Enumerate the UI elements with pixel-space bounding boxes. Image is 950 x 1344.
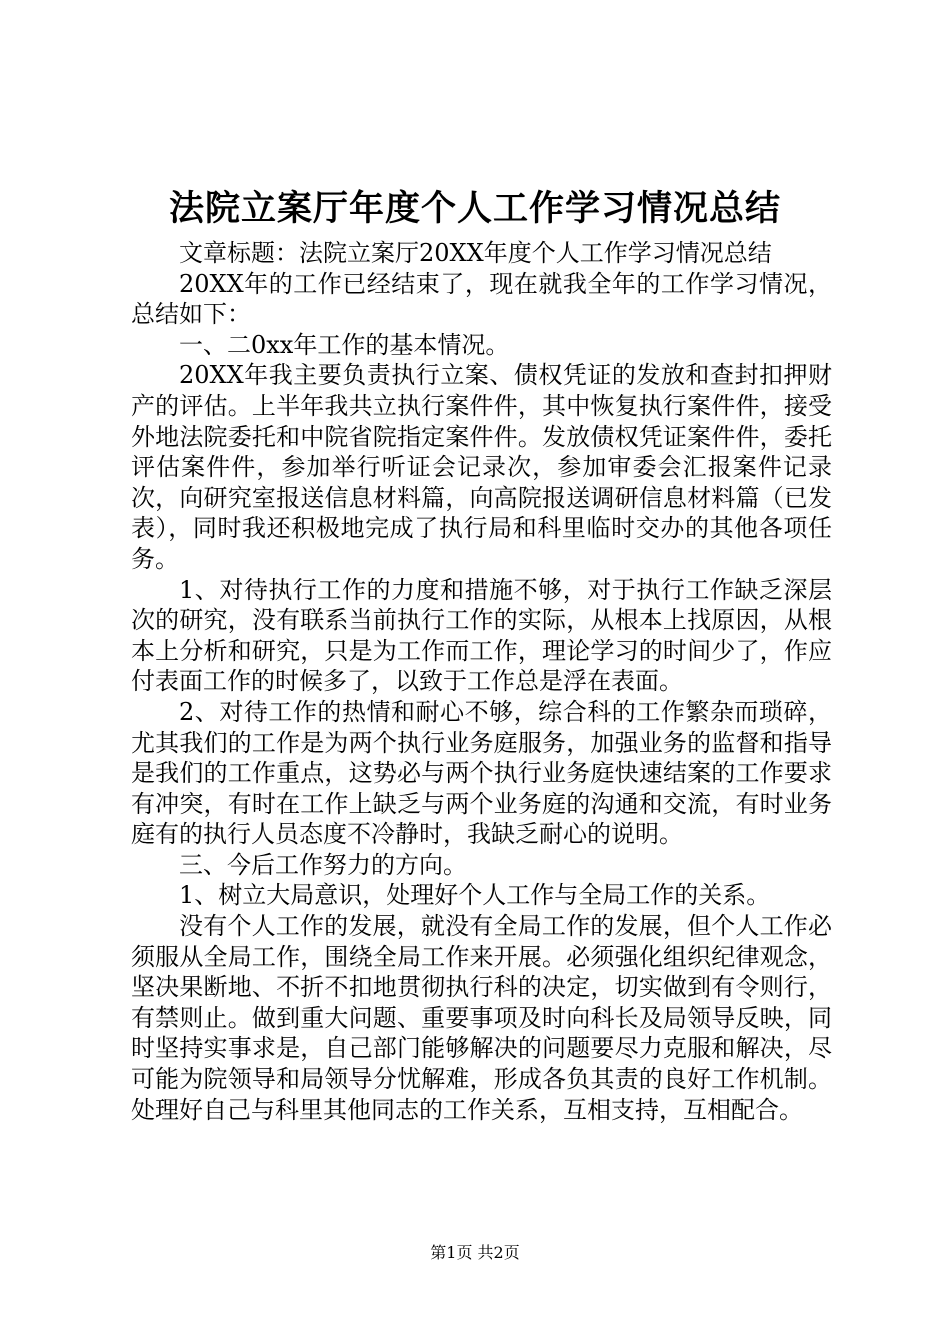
paragraph-shortcoming-2: 2、对待工作的热情和耐心不够，综合科的工作繁杂而琐碎，尤其我们的工作是为两个执行业务庭服务，加强业务的监督和指导是我们的工作重点，这势必与两个执行业务庭快速结案的工作要求有冲突，有时在工作上缺乏与两个业务庭的沟通和交流，有时业务庭有的执行人员态度不冷静时，我缺乏耐心的说明。 (131, 697, 832, 849)
document-title: 法院立案厅年度个人工作学习情况总结 (168, 188, 781, 229)
paragraph-shortcoming-1: 1、对待执行工作的力度和措施不够，对于执行工作缺乏深层次的研究，没有联系当前执行工作的实际，从根本上找原因，从根本上分析和研究，只是为工作而工作，理论学习的时间少了，作应付表面工作的时候多了，以致于工作总是浮在表面。 (131, 575, 832, 696)
paragraph-work-summary: 20XX年我主要负责执行立案、债权凭证的发放和查封扣押财产的评估。上半年我共立执行案件件，其中恢复执行案件件，接受外地法院委托和中院省院指定案件件。发放债权凭证案件件，委托评估案件件，参加举行听证会记录次，参加审委会汇报案件记录次，向研究室报送信息材料篇，向高院报送调研信息材料篇（已发表），同时我还积极地完成了执行局和科里临时交办的其他各项任务。 (131, 361, 832, 573)
section-heading-future-direction: 三、今后工作努力的方向。 (179, 850, 467, 879)
section-heading-basic-situation: 一、二0xx年工作的基本情况。 (179, 330, 510, 359)
paragraph-article-title: 文章标题：法院立案厅20XX年度个人工作学习情况总结 (179, 239, 772, 267)
page-footer: 第1页 共2页 (430, 1243, 520, 1262)
paragraph-overall-awareness: 没有个人工作的发展，就没有全局工作的发展，但个人工作必须服从全局工作，围绕全局工作来开展。必须强化组织纪律观念，坚决果断地、不折不扣地贯彻执行科的决定，切实做到有令则行，有禁则止。做到重大问题、重要事项及时向科长及局领导反映，同时坚持实事求是，自己部门能够解决的问题要尽力克服和解决，尽可能为院领导和局领导分忧解难，形成各负其责的良好工作机制。处理好自己与科里其他同志的工作关系，互相支持，互相配合。 (131, 912, 832, 1124)
subheading-overall-awareness: 1、树立大局意识，处理好个人工作与全局工作的关系。 (179, 881, 771, 910)
paragraph-intro: 20XX年的工作已经结束了，现在就我全年的工作学习情况，总结如下： (131, 269, 832, 329)
document-body (131, 238, 832, 1125)
